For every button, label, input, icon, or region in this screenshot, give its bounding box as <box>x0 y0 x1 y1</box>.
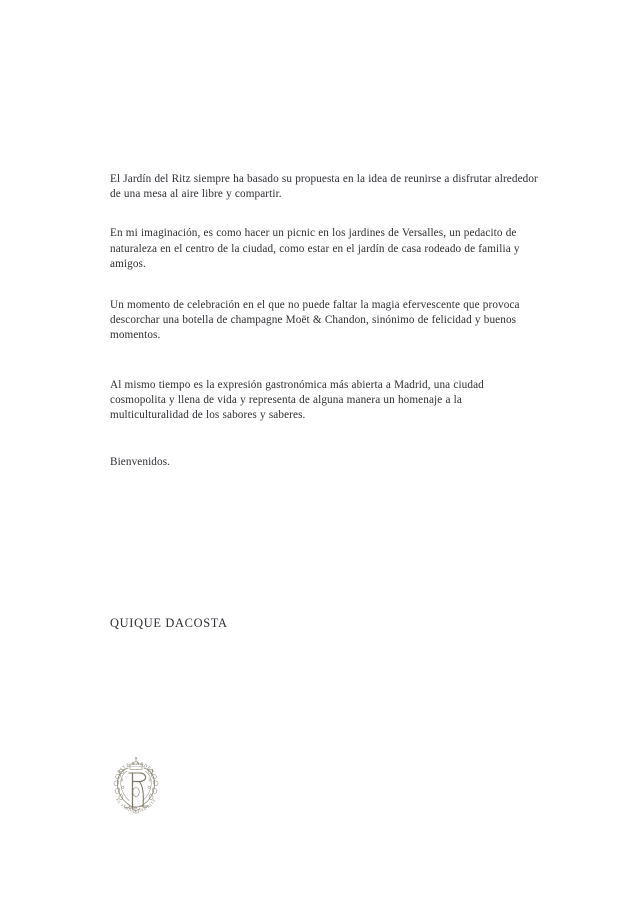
letter-body <box>110 172 538 470</box>
paragraph-spacer <box>110 202 538 226</box>
logo-top-arc-text: RITZ GARDEN <box>116 760 156 775</box>
paragraph-madrid: Al mismo tiempo es la expresión gastronómica más abierta a Madrid, una ciudad cosmopolita y llena de vida y representa de alguna manera un homenaje a la multiculturalidad de los sabores y saberes. <box>110 378 484 422</box>
paragraph-spacer <box>110 344 538 378</box>
paragraph-imagination: En mi imaginación, es como hacer un picnic en los jardines de Versalles, un pedacito de naturaleza en el centro de la ciudad, como estar en el jardín de casa rodeado de familia y amigos. <box>110 227 520 270</box>
crest-icon <box>104 750 168 822</box>
ritz-garden-crest-logo <box>104 750 168 822</box>
signature-name: QUIQUE DACOSTA <box>110 616 228 630</box>
paragraph-intro: El Jardín del Ritz siempre ha basado su propuesta en la idea de reunirse a disfrutar alrededor de una mesa al aire libre y compartir. <box>110 173 538 201</box>
paragraph-spacer <box>110 423 538 455</box>
paragraph-celebration: Un momento de celebración en el que no puede faltar la magia efervescente que provoca descorchar una botella de champagne Moët & Chandon, sinónimo de felicidad y buenos momentos. <box>110 299 520 342</box>
paragraph-welcome: Bienvenidos. <box>110 456 171 469</box>
logo-bottom-arc-text: EL JARDIN DEL RITZ <box>115 797 157 814</box>
paragraph-spacer <box>110 272 538 298</box>
